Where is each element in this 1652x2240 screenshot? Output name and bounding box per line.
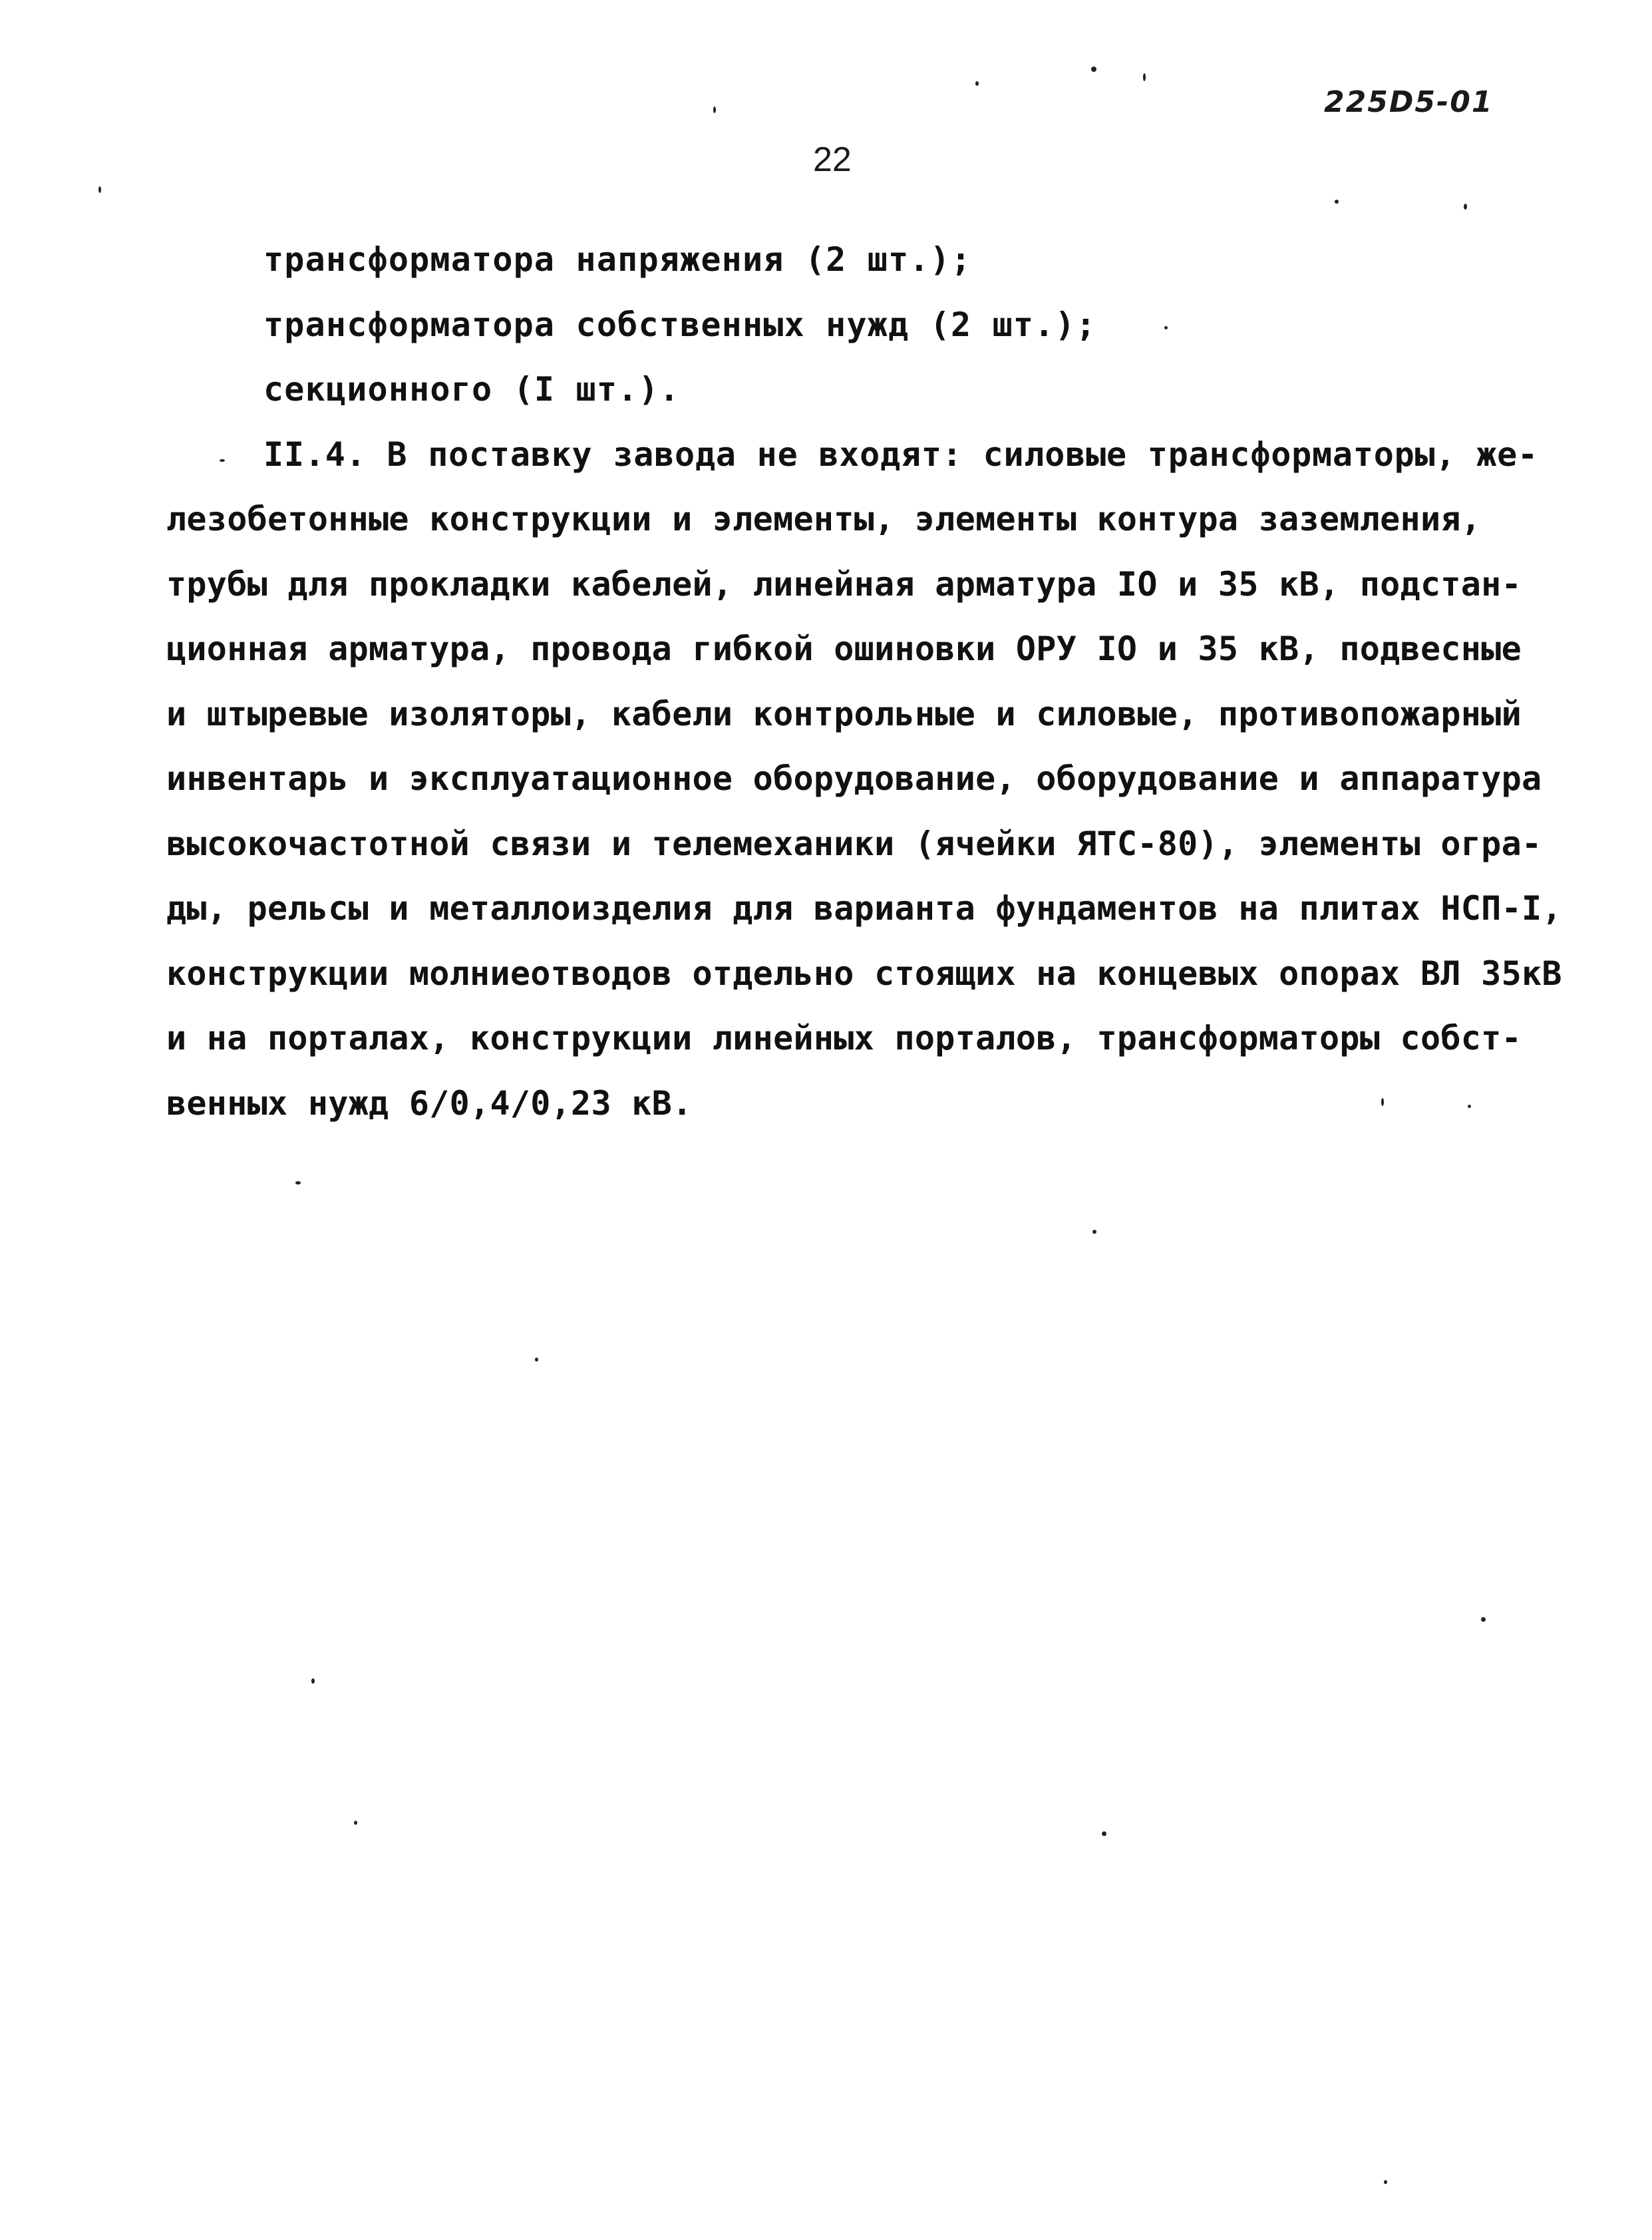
text-line: конструкции молниеотводов отдельно стоящих на концевых опорах ВЛ 35кВ [166,954,1562,993]
text-line: лезобетонные конструкции и элементы, элементы контура заземления, [166,500,1482,538]
document-code: 225D5-01 [1324,85,1494,119]
scan-speck [1164,326,1168,329]
paragraph-start-line: II.4. В поставку завода не входят: силовые трансформаторы, же- [263,435,1538,474]
scan-speck [220,459,225,462]
scan-speck [98,186,101,193]
page-number: 22 [813,140,852,179]
scan-speck [311,1678,315,1684]
text-line: высокочастотной связи и телемеханики (ячейки ЯТС-80), элементы огра- [166,825,1542,863]
scan-speck [295,1181,301,1185]
scan-speck [713,106,716,113]
scan-speck [1091,67,1096,72]
text-line: инвентарь и эксплуатационное оборудование, оборудование и аппаратура [166,759,1542,798]
scan-speck [1464,204,1467,210]
scan-speck [1384,2180,1387,2184]
text-line: трансформатора напряжения (2 шт.); [263,240,972,279]
text-line: трубы для прокладки кабелей, линейная арматура IO и 35 кВ, подстан- [166,565,1522,604]
text-line: и на порталах, конструкции линейных порталов, трансформаторы собст- [166,1019,1522,1057]
text-line: секционного (I шт.). [263,370,681,409]
scan-speck [354,1821,357,1825]
text-line: трансформатора собственных нужд (2 шт.); [263,305,1097,344]
scan-speck [1481,1617,1486,1622]
scan-speck [975,81,979,86]
scan-speck [1092,1230,1096,1234]
text-line: венных нужд 6/0,4/0,23 кВ. [166,1084,693,1123]
text-line: ды, рельсы и металлоизделия для варианта фундаментов на плитах НСП-I, [166,889,1562,928]
scan-speck [1102,1831,1106,1836]
scan-speck [535,1358,538,1362]
scan-speck [1143,73,1146,81]
scan-speck [1468,1105,1471,1108]
scan-speck [1381,1098,1384,1106]
scan-speck [1335,200,1339,204]
text-line: и штыревые изоляторы, кабели контрольные и силовые, противопожарный [166,695,1522,733]
text-line: ционная арматура, провода гибкой ошиновки ОРУ IO и 35 кВ, подвесные [166,630,1522,668]
